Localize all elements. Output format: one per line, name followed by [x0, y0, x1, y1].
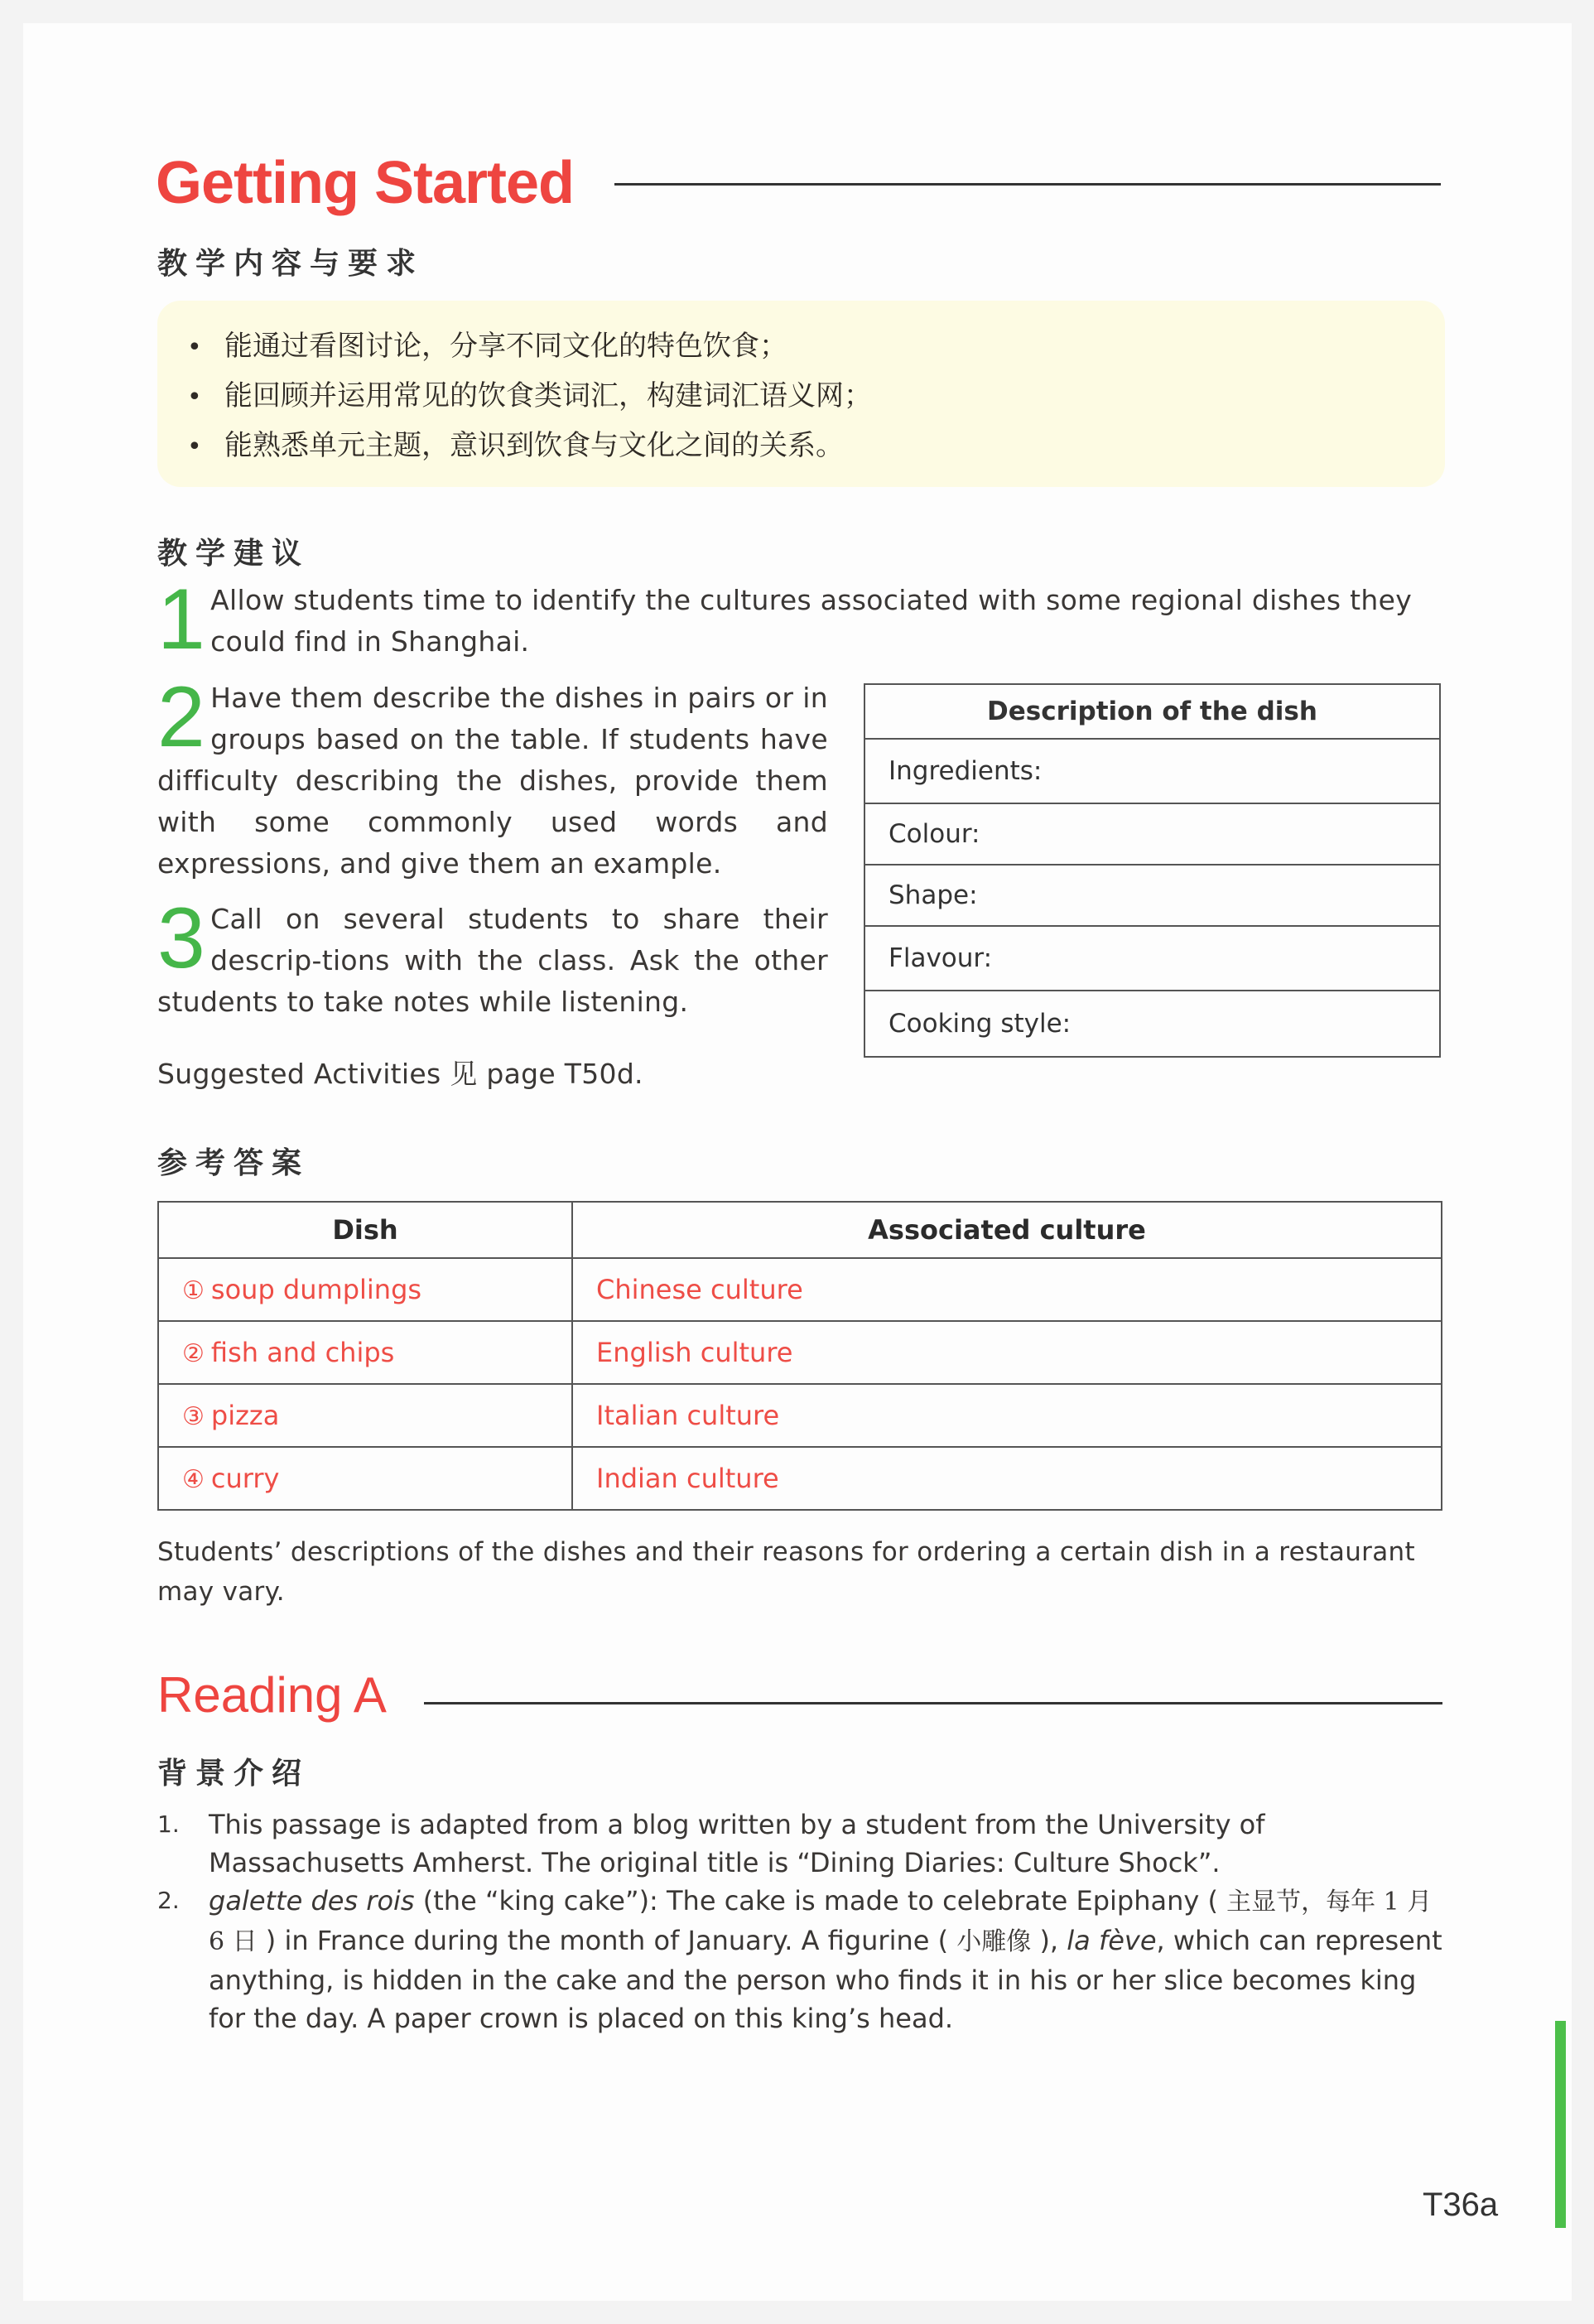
step-3: [157, 890, 828, 1023]
suggestions-heading: 教学建议: [157, 537, 311, 571]
circled-number: ①: [182, 1276, 205, 1305]
description-row: Colour:: [864, 803, 1440, 865]
column-header-culture: Associated culture: [572, 1202, 1442, 1258]
step-number: 1: [157, 571, 206, 668]
step-number: 3: [157, 890, 206, 986]
dish-cell: ② fish and chips: [158, 1321, 572, 1384]
culture-cell: English culture: [572, 1321, 1442, 1384]
section-title-reading-a: Reading A: [157, 1667, 387, 1723]
objective-item: • 能通过看图讨论，分享不同文化的特色饮食；: [187, 322, 872, 372]
description-table: [864, 683, 1441, 1058]
table-row: [158, 1258, 1442, 1321]
background-notes: [157, 1806, 1445, 2037]
circled-number: ②: [182, 1339, 205, 1368]
note-item: [157, 1882, 1445, 2037]
step-text: Allow students time to identify the cultures associated with some regional dishes they could find in Shanghai.: [210, 584, 1413, 658]
title-rule: [614, 183, 1441, 186]
answers-heading: 参考答案: [157, 1146, 311, 1180]
background-heading: 背景介绍: [157, 1757, 311, 1791]
step-1: [157, 571, 1445, 668]
objective-item: • 能熟悉单元主题，意识到饮食与文化之间的关系。: [187, 422, 872, 471]
step-text: Have them describe the dishes in pairs or in groups based on the table. If students have difficulty describing the dishes, provide them with some commonly used words and expressions, and give them an example.: [157, 682, 828, 880]
step-number: 2: [157, 669, 206, 765]
dish-cell: ④ curry: [158, 1447, 572, 1510]
objectives-box: [157, 301, 1445, 487]
circled-number: ③: [182, 1402, 205, 1431]
answer-note: Students’ descriptions of the dishes and their reasons for ordering a certain dish in a restaurant may vary.: [157, 1537, 1415, 1607]
bullet-icon: •: [187, 333, 202, 362]
dish-cell: ③ pizza: [158, 1384, 572, 1447]
objectives-heading: 教学内容与要求: [157, 247, 425, 281]
chapter-tab: [1555, 2021, 1566, 2228]
answer-table: [157, 1201, 1442, 1511]
note-number: 1.: [157, 1811, 180, 1838]
column-header-dish: Dish: [158, 1202, 572, 1258]
step-text: Call on several students to share their descrip-tions with the class. Ask the other students to take notes while listening.: [157, 903, 828, 1018]
bullet-icon: •: [187, 383, 202, 412]
description-row: Shape:: [864, 865, 1440, 926]
note-text: This passage is adapted from a blog written by a student from the University of Massachusetts Amherst. The original title is “Dining Diaries: Culture Shock”.: [209, 1809, 1265, 1878]
reading-rule: [424, 1702, 1442, 1704]
suggested-activities: Suggested Activities 见 page T50d.: [157, 1058, 643, 1090]
description-row: Ingredients:: [864, 739, 1440, 803]
objective-item: • 能回顾并运用常见的饮食类词汇，构建词汇语义网；: [187, 372, 872, 422]
culture-cell: Indian culture: [572, 1447, 1442, 1510]
table-row: [158, 1384, 1442, 1447]
page-number: T36a: [1423, 2187, 1499, 2223]
step-2: [157, 669, 828, 885]
note-item: [157, 1806, 1445, 1882]
culture-cell: Italian culture: [572, 1384, 1442, 1447]
note-number: 2.: [157, 1887, 180, 1914]
table-row: [158, 1321, 1442, 1384]
table-row: [158, 1447, 1442, 1510]
bullet-icon: •: [187, 432, 202, 461]
section-title-getting-started: Getting Started: [156, 150, 575, 216]
note-text: galette des rois (the “king cake”): The cake is made to celebrate Epiphany ( 主显节，每年 1 月 6 日 ) in France during the month of January. A figurine ( 小雕像 ), la fève, which can represent anything, is hidden in the cake and the person who finds it in his or her slice becomes king for the day. A paper crown is placed on this king’s head.: [209, 1885, 1442, 2034]
dish-cell: ① soup dumplings: [158, 1258, 572, 1321]
circled-number: ④: [182, 1465, 205, 1494]
description-row: Cooking style:: [864, 991, 1440, 1057]
culture-cell: Chinese culture: [572, 1258, 1442, 1321]
description-row: Flavour:: [864, 926, 1440, 991]
description-table-header: Description of the dish: [864, 684, 1440, 739]
